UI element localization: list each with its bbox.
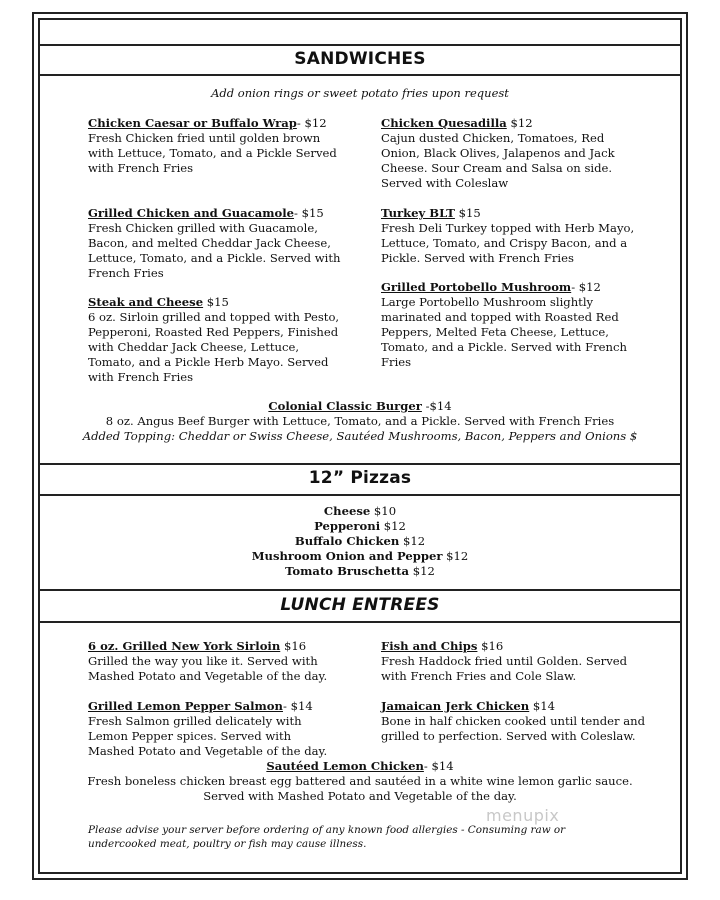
item-name: Cheese — [323, 504, 371, 518]
item-description: Large Portobello Mushroom slightly marinated and topped with Roasted Red Peppers, Melted Feta Cheese, Lettuce, Tomato, and a Pickle. Served with French Fries — [381, 295, 627, 369]
pizza-item — [38, 564, 682, 579]
menu-item — [88, 206, 350, 281]
menu-item — [381, 116, 643, 191]
section-title-entrees: LUNCH ENTREES — [280, 595, 440, 615]
item-price: $12 — [506, 116, 533, 130]
item-name: Chicken Caesar or Buffalo Wrap — [88, 116, 297, 130]
item-name: Mushroom Onion and Pepper — [251, 549, 443, 563]
item-description: Grilled the way you like it. Served with Mashed Potato and Vegetable of the day. — [88, 654, 328, 683]
menu-item — [88, 699, 338, 759]
item-price: $12 — [399, 534, 426, 548]
item-description: Fresh Chicken fried until golden brown with Lettuce, Tomato, and a Pickle Served with French Fries — [88, 131, 337, 175]
item-name: Turkey BLT — [381, 206, 455, 220]
pizza-item — [38, 534, 682, 549]
item-price: - $14 — [423, 759, 454, 773]
divider-entrees-top — [38, 589, 682, 591]
item-name: Colonial Classic Burger — [268, 399, 422, 413]
menu-item — [381, 699, 653, 744]
divider-pizzas-top — [38, 463, 682, 465]
item-name: 6 oz. Grilled New York Sirloin — [88, 639, 281, 653]
item-name: Steak and Cheese — [88, 295, 204, 309]
item-description: Fresh Chicken grilled with Guacamole, Bacon, and melted Cheddar Jack Cheese, Lettuce, Tomato, and a Pickle. Served with French Fries — [88, 221, 341, 280]
item-price: - $14 — [282, 699, 313, 713]
item-description: 8 oz. Angus Beef Burger with Lettuce, Tomato, and a Pickle. Served with French Fries — [105, 414, 615, 428]
watermark-logo: menupix — [486, 806, 560, 825]
item-description: 6 oz. Sirloin grilled and topped with Pesto, Pepperoni, Roasted Red Peppers, Finished with Cheddar Jack Cheese, Lettuce, Tomato, and a Pickle Herb Mayo. Served with French Fries — [88, 310, 340, 384]
item-name: Buffalo Chicken — [294, 534, 400, 548]
item-price: $12 — [442, 549, 469, 563]
item-name: Fish and Chips — [381, 639, 478, 653]
menu-item — [88, 116, 348, 176]
item-price: $15 — [203, 295, 229, 309]
pizza-item — [38, 504, 682, 519]
section-title-pizzas: 12” Pizzas — [308, 468, 412, 488]
item-name: Sautéed Lemon Chicken — [266, 759, 424, 773]
item-name: Jamaican Jerk Chicken — [381, 699, 530, 713]
item-description: Bone in half chicken cooked until tender and grilled to perfection. Served with Coleslaw. — [381, 714, 646, 743]
item-price: $12 — [409, 564, 435, 578]
item-price: $14 — [529, 699, 556, 713]
item-toppings: Added Topping: Cheddar or Swiss Cheese, Sautéed Mushrooms, Bacon, Peppers and Onions $ — [82, 429, 638, 443]
divider-pizzas-bottom — [38, 494, 682, 496]
pizza-item — [38, 519, 682, 534]
featured-item-burger — [60, 399, 660, 444]
menu-item — [88, 295, 346, 385]
menu-item — [88, 639, 338, 684]
section-title-sandwiches: SANDWICHES — [294, 49, 426, 69]
divider-entrees-bottom — [38, 621, 682, 623]
divider-top — [38, 44, 682, 46]
item-price: -$14 — [421, 399, 452, 413]
item-price: $10 — [370, 504, 397, 518]
item-name: Pepperoni — [314, 519, 381, 533]
item-name: Grilled Chicken and Guacamole — [88, 206, 295, 220]
item-price: - $15 — [294, 206, 324, 220]
item-name: Chicken Quesadilla — [381, 116, 507, 130]
pizza-item — [38, 549, 682, 564]
item-description: Fresh Salmon grilled delicately with Lemon Pepper spices. Served with Mashed Potato and Vegetable of the day. — [88, 714, 328, 758]
featured-item-lemon-chicken — [80, 759, 640, 804]
item-description: Fresh boneless chicken breast egg battered and sautéed in a white wine lemon garlic sauce. Served with Mashed Potato and Vegetable of the day. — [87, 774, 633, 803]
item-price: $16 — [280, 639, 307, 653]
item-price: $16 — [477, 639, 504, 653]
item-price: $15 — [454, 206, 481, 220]
item-name: Grilled Lemon Pepper Salmon — [88, 699, 283, 713]
item-name: Grilled Portobello Mushroom — [381, 280, 572, 294]
menu-item — [381, 280, 631, 370]
item-name: Tomato Bruschetta — [285, 564, 410, 578]
menu-item — [381, 639, 643, 684]
menu-item — [381, 206, 643, 266]
divider-sandwiches — [38, 74, 682, 76]
allergy-disclaimer: Please advise your server before ordering of any known food allergies - Consuming raw or undercooked meat, poultry or fish may cause illness. — [88, 824, 566, 850]
item-price: $12 — [380, 519, 406, 533]
item-description: Fresh Haddock fried until Golden. Served with French Fries and Cole Slaw. — [381, 654, 628, 683]
item-price: - $12 — [571, 280, 601, 294]
item-price: - $12 — [296, 116, 327, 130]
item-description: Cajun dusted Chicken, Tomatoes, Red Onion, Black Olives, Jalapenos and Jack Cheese. Sour Cream and Salsa on side. Served with Coleslaw — [381, 131, 615, 190]
item-description: Fresh Deli Turkey topped with Herb Mayo, Lettuce, Tomato, and Crispy Bacon, and a Pickle. Served with French Fries — [381, 221, 635, 265]
sandwiches-note: Add onion rings or sweet potato fries upon request — [211, 86, 509, 100]
